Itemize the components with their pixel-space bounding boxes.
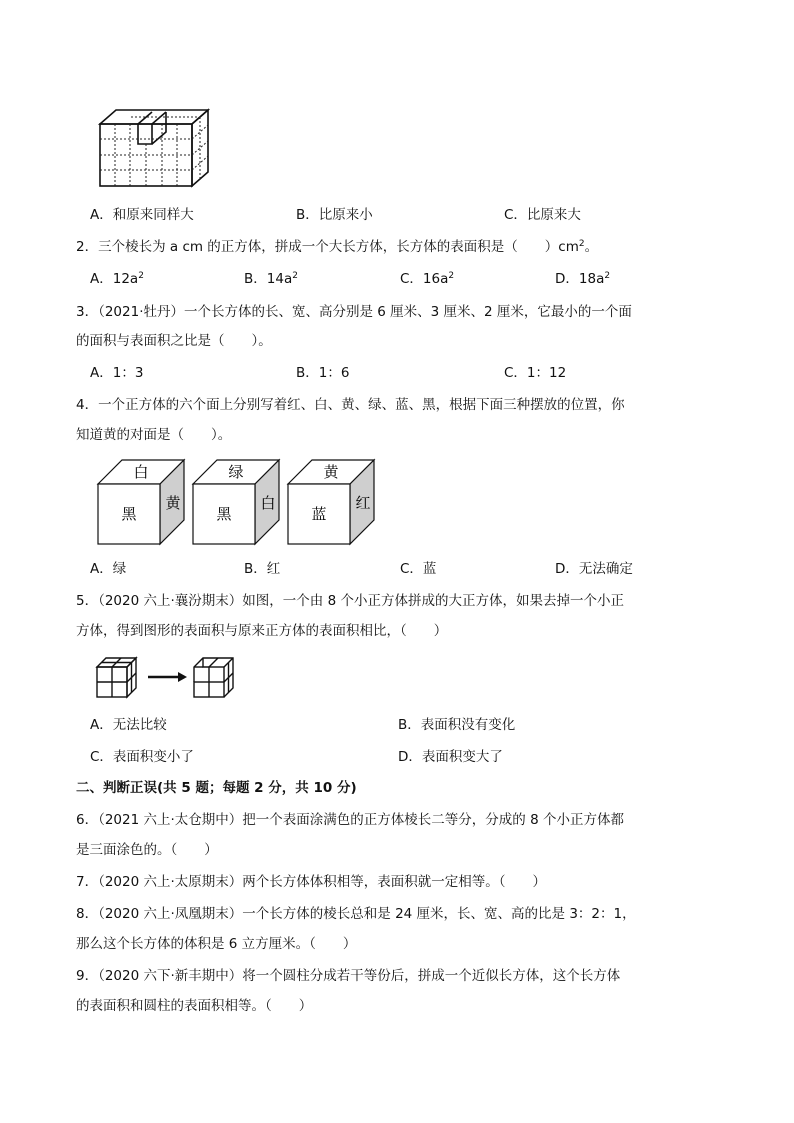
q5-stem-line1: 5．（2020 六上·襄汾期末）如图，一个由 8 个小正方体拼成的大正方体，如果去掉一个小正 <box>76 593 624 609</box>
q4-option-d[interactable]: D．无法确定 <box>555 561 633 577</box>
q5-option-b[interactable]: B．表面积没有变化 <box>398 717 516 733</box>
q1-notched-cuboid-figure <box>96 106 216 190</box>
q1-option-b[interactable]: B．比原来小 <box>296 207 373 223</box>
q2-option-b[interactable]: B．$14a^2$ <box>244 271 298 287</box>
q1-option-c[interactable]: C．比原来大 <box>504 207 581 223</box>
cube2-top-label: 绿 <box>228 463 244 481</box>
cube2-front-label: 黑 <box>216 505 232 523</box>
q4-cube-1 <box>96 458 188 546</box>
cube2-side-label: 白 <box>260 494 276 512</box>
q5-stem-line2: 方体，得到图形的表面积与原来正方体的表面积相比，（ ） <box>76 623 448 639</box>
q8-stem-line1: 8．（2020 六上·凤凰期末）一个长方体的棱长总和是 24 厘米，长、宽、高的比是 3：2：1， <box>76 906 636 922</box>
q3-option-a[interactable]: A．1：3 <box>90 365 144 381</box>
q3-stem-line1: 3．（2021·牡丹）一个长方体的长、宽、高分别是 6 厘米、3 厘米、2 厘米，它最小的一个面 <box>76 304 632 320</box>
q5-option-d[interactable]: D．表面积变大了 <box>398 749 503 765</box>
q2-stem: 2．三个棱长为 a cm 的正方体，拼成一个大长方体，长方体的表面积是（ ）$cm^2$。 <box>76 239 599 255</box>
q5-option-c[interactable]: C．表面积变小了 <box>90 749 194 765</box>
q4-stem-line2: 知道黄的对面是（ ）。 <box>76 427 232 443</box>
section2-title: 二、判断正误(共 5 题；每题 2 分，共 10 分) <box>76 780 357 796</box>
q2-option-d[interactable]: D．$18a^2$ <box>555 271 611 287</box>
q1-option-a[interactable]: A．和原来同样大 <box>90 207 194 223</box>
q3-option-c[interactable]: C．1：12 <box>504 365 567 381</box>
cube1-top-label: 白 <box>133 463 149 481</box>
cube3-front-label: 蓝 <box>311 505 327 523</box>
cube1-side-label: 黄 <box>165 494 181 512</box>
q4-option-b[interactable]: B．红 <box>244 561 281 577</box>
cube3-top-label: 黄 <box>323 463 339 481</box>
q9-stem-line2: 的表面积和圆柱的表面积相等。（ ） <box>76 998 313 1014</box>
q5-cube-transformation-figure <box>94 654 244 704</box>
q4-stem-line1: 4．一个正方体的六个面上分别写着红、白、黄、绿、蓝、黑，根据下面三种摆放的位置，你 <box>76 397 625 413</box>
q3-option-b[interactable]: B．1：6 <box>296 365 350 381</box>
q8-stem-line2: 那么这个长方体的体积是 6 立方厘米。（ ） <box>76 936 357 952</box>
q6-stem-line2: 是三面涂色的。（ ） <box>76 842 218 858</box>
q4-option-c[interactable]: C．蓝 <box>400 561 437 577</box>
q2-option-c[interactable]: C．$16a^2$ <box>400 271 455 287</box>
q9-stem-line1: 9．（2020 六下·新丰期中）将一个圆柱分成若干等份后，拼成一个近似长方体，这个长方体 <box>76 968 621 984</box>
q4-cube-2 <box>191 458 283 546</box>
q6-stem-line1: 6．（2021 六上·太仓期中）把一个表面涂满色的正方体棱长二等分，分成的 8 个小正方体都 <box>76 812 624 828</box>
arrow-head-icon <box>178 672 187 682</box>
q3-stem-line2: 的面积与表面积之比是（ ）。 <box>76 333 272 349</box>
q4-option-a[interactable]: A．绿 <box>90 561 127 577</box>
q2-option-a[interactable]: A．$12a^2$ <box>90 271 144 287</box>
q5-option-a[interactable]: A．无法比较 <box>90 717 167 733</box>
cube1-front-label: 黑 <box>121 505 137 523</box>
cube3-side-label: 红 <box>355 494 371 512</box>
q4-cube-3 <box>286 458 378 546</box>
q7-stem: 7．（2020 六上·太原期末）两个长方体体积相等，表面积就一定相等。（ ） <box>76 874 547 890</box>
